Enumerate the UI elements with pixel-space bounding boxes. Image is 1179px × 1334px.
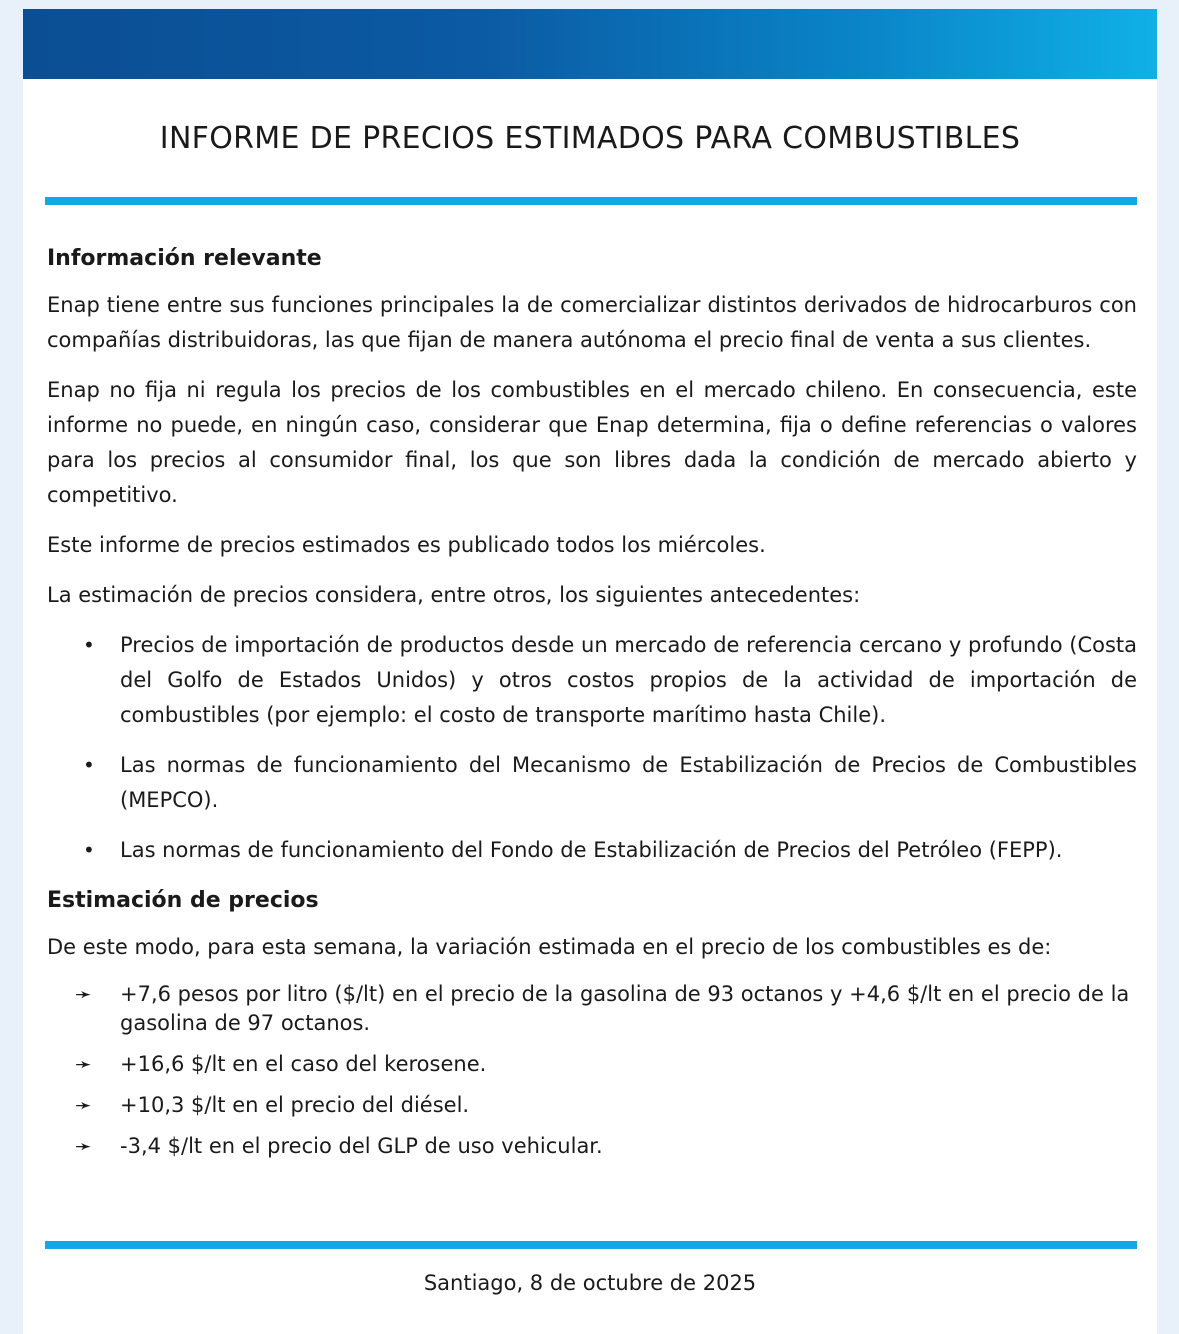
- section-heading-price-estimate: Estimación de precios: [47, 888, 319, 913]
- list-item: [47, 980, 1137, 1038]
- list-item: [47, 628, 1137, 733]
- list-item-text: Precios de importación de productos desde un mercado de referencia cercano y profundo (Costa del Golfo de Estados Unidos) y otros costos propios de la actividad de importación de combustibles (por ejemplo: el costo de transporte marítimo hasta Chile).: [120, 633, 1137, 727]
- paragraph: Enap tiene entre sus funciones principales la de comercializar distintos derivados de hidrocarburos con compañías distribuidoras, las que fijan de manera autónoma el precio final de venta a sus clientes.: [47, 293, 1137, 352]
- list-item-text: Las normas de funcionamiento del Fondo de Estabilización de Precios del Petróleo (FEPP).: [120, 838, 1063, 862]
- report-title: INFORME DE PRECIOS ESTIMADOS PARA COMBUSTIBLES: [159, 121, 1021, 156]
- list-item: [47, 1132, 1137, 1161]
- bullet-icon: •: [83, 633, 95, 657]
- bottom-divider: [45, 1241, 1137, 1249]
- list-item-text: +7,6 pesos por litro ($/lt) en el precio de la gasolina de 93 octanos y +4,6 $/lt en el precio de la gasolina de 97 octanos.: [120, 982, 1130, 1035]
- list-item-text: Las normas de funcionamiento del Mecanismo de Estabilización de Precios de Combustibles (MEPCO).: [120, 753, 1137, 812]
- section-heading-relevant-info: Información relevante: [47, 246, 322, 271]
- price-variation-list: [47, 980, 1137, 1161]
- arrow-right-icon: ➛: [75, 1093, 92, 1117]
- list-item-text: +16,6 $/lt en el caso del kerosene.: [120, 1052, 487, 1076]
- list-item: [47, 1050, 1137, 1079]
- arrow-right-icon: ➛: [75, 1052, 92, 1076]
- paragraph: Enap no fija ni regula los precios de los combustibles en el mercado chileno. En consecuencia, este informe no puede, en ningún caso, considerar que Enap determina, fija o define referencias o valores para los precios al consumidor final, los que son libres dada la condición de mercado abierto y competitivo.: [47, 378, 1137, 507]
- date-footer: Santiago, 8 de octubre de 2025: [423, 1271, 757, 1295]
- report-page: [23, 9, 1157, 1334]
- header-banner: [23, 9, 1157, 79]
- list-item: [47, 833, 1137, 868]
- paragraph: La estimación de precios considera, entre otros, los siguientes antecedentes:: [47, 583, 861, 607]
- arrow-right-icon: ➛: [75, 1134, 92, 1158]
- arrow-right-icon: ➛: [75, 982, 92, 1006]
- bullet-icon: •: [83, 838, 95, 862]
- report-body: [47, 241, 1137, 1173]
- list-item: [47, 748, 1137, 818]
- top-divider: [45, 197, 1137, 205]
- list-item-text: -3,4 $/lt en el precio del GLP de uso vehicular.: [120, 1134, 603, 1158]
- list-item-text: +10,3 $/lt en el precio del diésel.: [120, 1093, 470, 1117]
- bullet-icon: •: [83, 753, 95, 777]
- antecedents-list: [47, 628, 1137, 868]
- paragraph: De este modo, para esta semana, la variación estimada en el precio de los combustibles es de:: [47, 935, 1052, 959]
- paragraph: Este informe de precios estimados es publicado todos los miércoles.: [47, 533, 766, 557]
- list-item: [47, 1091, 1137, 1120]
